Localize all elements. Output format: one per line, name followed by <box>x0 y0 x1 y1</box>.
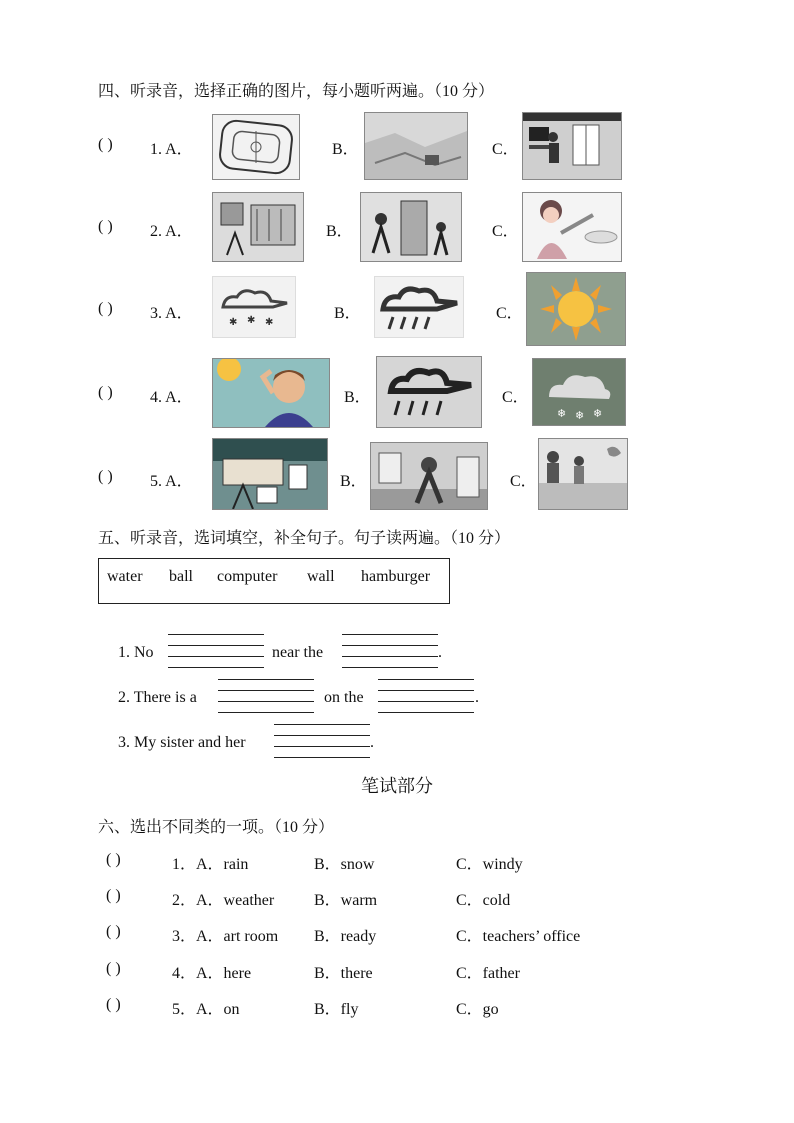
question-number: 4. A． <box>150 389 193 406</box>
answer-paren[interactable]: ( ) <box>106 996 121 1013</box>
answer-paren[interactable]: ( ) <box>106 887 121 904</box>
question-row-4 <box>0 356 794 436</box>
option-a-image[interactable] <box>212 276 296 338</box>
answer-blank[interactable] <box>218 679 314 713</box>
mc-option-c: C．windy <box>456 856 523 873</box>
answer-paren[interactable]: ( ) <box>98 218 113 235</box>
snow-cloud-icon <box>533 359 625 425</box>
question-row-2 <box>0 192 794 272</box>
art-room-icon <box>213 193 303 261</box>
word-bank-item: computer <box>217 568 278 585</box>
section4-heading: 四、听录音，选择正确的图片，每小题听两遍。（10 分） <box>98 83 495 100</box>
answer-paren[interactable]: ( ) <box>98 300 113 317</box>
word-bank-item: wall <box>307 568 335 585</box>
sentence-3-end: . <box>370 734 374 751</box>
svg-text:❄: ❄ <box>557 408 567 420</box>
mc-option-c: C．teachers’ office <box>456 928 581 945</box>
option-b-label: B． <box>326 223 353 240</box>
word-bank-item: ball <box>169 568 193 585</box>
sentence-3-start: 3. My sister and her <box>118 734 246 751</box>
mc-option-b: B．warm <box>314 892 378 909</box>
option-a-image[interactable] <box>212 192 304 262</box>
mc-option-a: 2．A．weather <box>172 892 275 909</box>
sentence-1-end: . <box>438 644 442 661</box>
map-scene-icon <box>365 113 467 179</box>
mc-option-b: B．ready <box>314 928 377 945</box>
mc-option-b: B．snow <box>314 856 375 873</box>
option-b-label: B． <box>344 389 371 406</box>
option-c-label: C． <box>510 473 537 490</box>
sentence-1-middle: near the <box>272 644 324 661</box>
girl-washing-hands-icon <box>523 193 621 261</box>
answer-blank[interactable] <box>168 634 264 668</box>
mc-option-b: B．there <box>314 965 373 982</box>
option-c-label: C． <box>492 141 519 158</box>
option-c-image[interactable] <box>538 438 628 510</box>
option-b-label: B． <box>340 473 367 490</box>
rainy-cloud-icon <box>377 357 481 427</box>
option-c-label: C． <box>496 305 523 322</box>
option-b-label: B． <box>332 141 359 158</box>
answer-paren[interactable]: ( ) <box>106 923 121 940</box>
answer-paren[interactable]: ( ) <box>106 960 121 977</box>
question-row-5 <box>0 438 794 518</box>
computer-room-icon <box>523 113 621 179</box>
mc-option-a: 3．A．art room <box>172 928 279 945</box>
option-c-label: C． <box>492 223 519 240</box>
section5-heading: 五、听录音，选词填空，补全句子。句子读两遍。（10 分） <box>98 530 511 547</box>
sentence-1-start: 1. No <box>118 644 154 661</box>
question-row-3 <box>0 272 794 352</box>
mc-option-b: B．fly <box>314 1001 359 1018</box>
option-c-image[interactable] <box>522 192 622 262</box>
section6-heading: 六、选出不同类的一项。（10 分） <box>98 819 335 836</box>
option-b-image[interactable] <box>374 276 464 338</box>
answer-blank[interactable] <box>342 634 438 668</box>
word-bank <box>98 558 450 604</box>
classroom-door-icon <box>361 193 461 261</box>
svg-text:✱: ✱ <box>265 317 274 328</box>
mc-option-c: C．cold <box>456 892 511 909</box>
mc-option-a: 1．A．rain <box>172 856 249 873</box>
option-b-image[interactable] <box>360 192 462 262</box>
option-c-image[interactable] <box>526 272 626 346</box>
word-bank-item: water <box>107 568 143 585</box>
snowy-cloud-icon <box>213 277 295 337</box>
option-a-image[interactable] <box>212 358 330 428</box>
answer-blank[interactable] <box>378 679 474 713</box>
kitchen-icon <box>539 439 627 509</box>
option-c-label: C． <box>502 389 529 406</box>
svg-text:✱: ✱ <box>229 317 238 328</box>
question-number: 1. A． <box>150 141 193 158</box>
question-number: 5. A． <box>150 473 193 490</box>
sun-icon <box>527 273 625 345</box>
mc-option-a: 4．A．here <box>172 965 252 982</box>
answer-paren[interactable]: ( ) <box>98 136 113 153</box>
option-b-image[interactable] <box>370 442 488 510</box>
sentence-2-middle: on the <box>324 689 364 706</box>
svg-text:✱: ✱ <box>247 315 256 326</box>
question-number: 3. A． <box>150 305 193 322</box>
answer-paren[interactable]: ( ) <box>98 384 113 401</box>
option-c-image[interactable] <box>532 358 626 426</box>
rainy-cloud-icon <box>375 277 463 337</box>
question-row-1 <box>0 112 794 192</box>
hot-boy-icon <box>213 359 329 427</box>
gym-room-icon <box>371 443 487 509</box>
mc-option-c: C．father <box>456 965 520 982</box>
option-a-image[interactable] <box>212 114 300 180</box>
option-b-image[interactable] <box>364 112 468 180</box>
art-classroom-icon <box>213 439 327 509</box>
svg-text:❄: ❄ <box>593 408 603 420</box>
mc-option-a: 5．A．on <box>172 1001 240 1018</box>
answer-paren[interactable]: ( ) <box>106 851 121 868</box>
mc-option-c: C．go <box>456 1001 499 1018</box>
playground-map-icon <box>213 115 299 179</box>
sentence-2-end: . <box>475 689 479 706</box>
option-b-image[interactable] <box>376 356 482 428</box>
answer-blank[interactable] <box>274 724 370 758</box>
svg-text:❄: ❄ <box>575 410 585 422</box>
written-part-title: 笔试部分 <box>361 776 433 797</box>
answer-paren[interactable]: ( ) <box>98 468 113 485</box>
word-bank-item: hamburger <box>361 568 431 585</box>
option-b-label: B． <box>334 305 361 322</box>
option-a-image[interactable] <box>212 438 328 510</box>
sentence-2-start: 2. There is a <box>118 689 197 706</box>
option-c-image[interactable] <box>522 112 622 180</box>
question-number: 2. A． <box>150 223 193 240</box>
